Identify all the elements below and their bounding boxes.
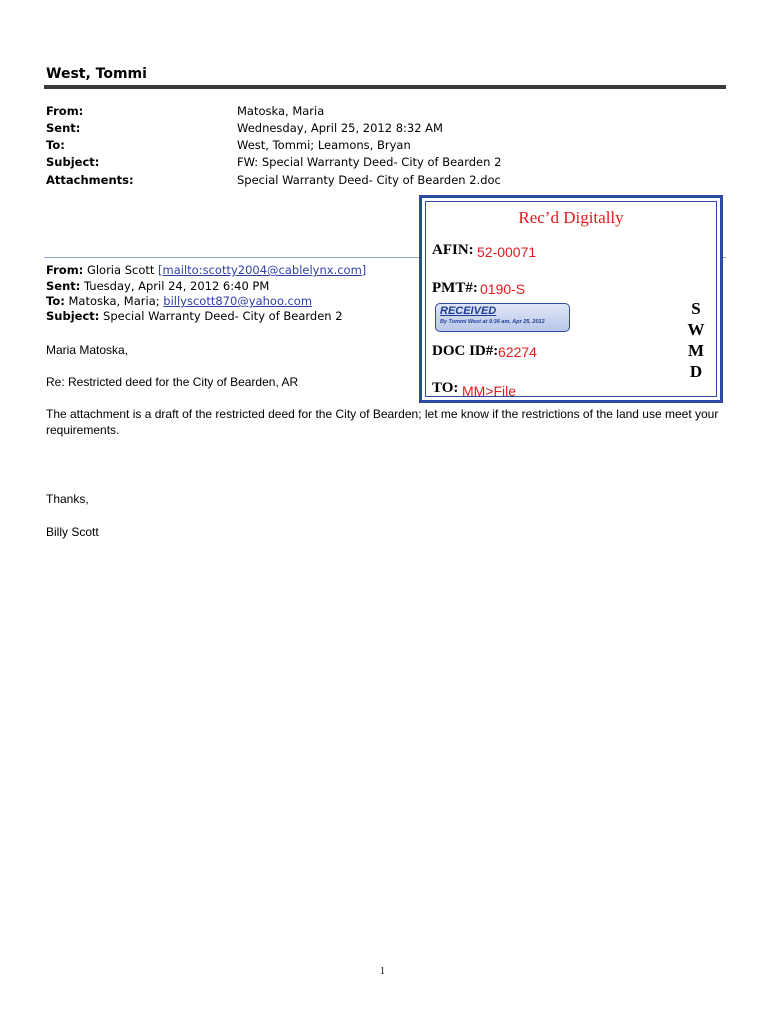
page-number: 1 xyxy=(380,966,385,977)
stamp-title: Rec’d Digitally xyxy=(518,208,624,227)
from-label: From: xyxy=(46,104,84,118)
from-value: Matoska, Maria xyxy=(237,104,325,118)
pmt-label: PMT#: xyxy=(432,280,478,296)
thanks: Thanks, xyxy=(46,492,89,506)
sent-value: Wednesday, April 25, 2012 8:32 AM xyxy=(237,121,443,135)
forwarded-subject-label: Subject: xyxy=(46,309,100,323)
to-value: West, Tommi; Leamons, Bryan xyxy=(237,138,411,152)
forwarded-from-label: From: xyxy=(46,263,84,277)
forwarded-sent-label: Sent: xyxy=(46,279,81,293)
side-letter: D xyxy=(689,362,703,381)
stamp-inner-border xyxy=(425,201,717,397)
forwarded-to-value: Matoska, Maria; xyxy=(68,294,160,308)
side-letter: S xyxy=(691,299,701,318)
doc-id-value: 62274 xyxy=(498,344,537,360)
attachments-label: Attachments: xyxy=(46,173,134,187)
side-letter: W xyxy=(687,320,705,339)
forwarded-from-line xyxy=(46,263,366,277)
received-badge-title: RECEIVED xyxy=(440,305,497,317)
afin-value: 52-00071 xyxy=(477,244,537,260)
forwarded-sent-value: Tuesday, April 24, 2012 6:40 PM xyxy=(84,279,270,293)
doc-id-label: DOC ID#: xyxy=(432,343,499,359)
signature: Billy Scott xyxy=(46,525,99,539)
body-paragraph: The attachment is a draft of the restricted deed for the City of Bearden; let me know if the restrictions of the land use meet your requirements. xyxy=(46,407,719,437)
received-stamp xyxy=(419,195,723,403)
forwarded-to-label: To: xyxy=(46,294,65,308)
attachment-link[interactable]: Special Warranty Deed- City of Bearden 2.doc xyxy=(237,173,501,187)
received-badge xyxy=(435,303,570,332)
forwarded-from-name: Gloria Scott xyxy=(86,263,155,277)
received-badge-detail: By Tommi West at 9:36 am, Apr 25, 2012 xyxy=(440,319,545,325)
to-routing-label: TO: xyxy=(432,380,459,396)
title-rule xyxy=(44,85,726,89)
document-title: West, Tommi xyxy=(46,66,147,82)
subject-label: Subject: xyxy=(46,155,100,169)
pmt-value: 0190-S xyxy=(480,281,526,297)
re-line: Re: Restricted deed for the City of Bearden, AR xyxy=(46,375,299,389)
greeting: Maria Matoska, xyxy=(46,343,129,357)
side-letter: M xyxy=(687,341,705,360)
forwarded-subject-value: Special Warranty Deed- City of Bearden 2 xyxy=(103,309,343,323)
forwarded-from-mailto-link[interactable]: [mailto:scotty2004@cablelynx.com] xyxy=(158,263,367,277)
forwarded-to-email-link[interactable]: billyscott870@yahoo.com xyxy=(163,294,313,308)
forwarded-subject-line xyxy=(46,309,343,323)
subject-value: FW: Special Warranty Deed- City of Bearden 2 xyxy=(237,155,502,169)
to-label: To: xyxy=(46,138,65,152)
forwarded-to-line xyxy=(46,294,312,308)
to-routing-value: MM>File xyxy=(462,383,517,399)
forwarded-sent-line xyxy=(46,279,269,293)
stamp-side-letters xyxy=(684,298,708,382)
sent-label: Sent: xyxy=(46,121,81,135)
afin-label: AFIN: xyxy=(432,242,474,258)
